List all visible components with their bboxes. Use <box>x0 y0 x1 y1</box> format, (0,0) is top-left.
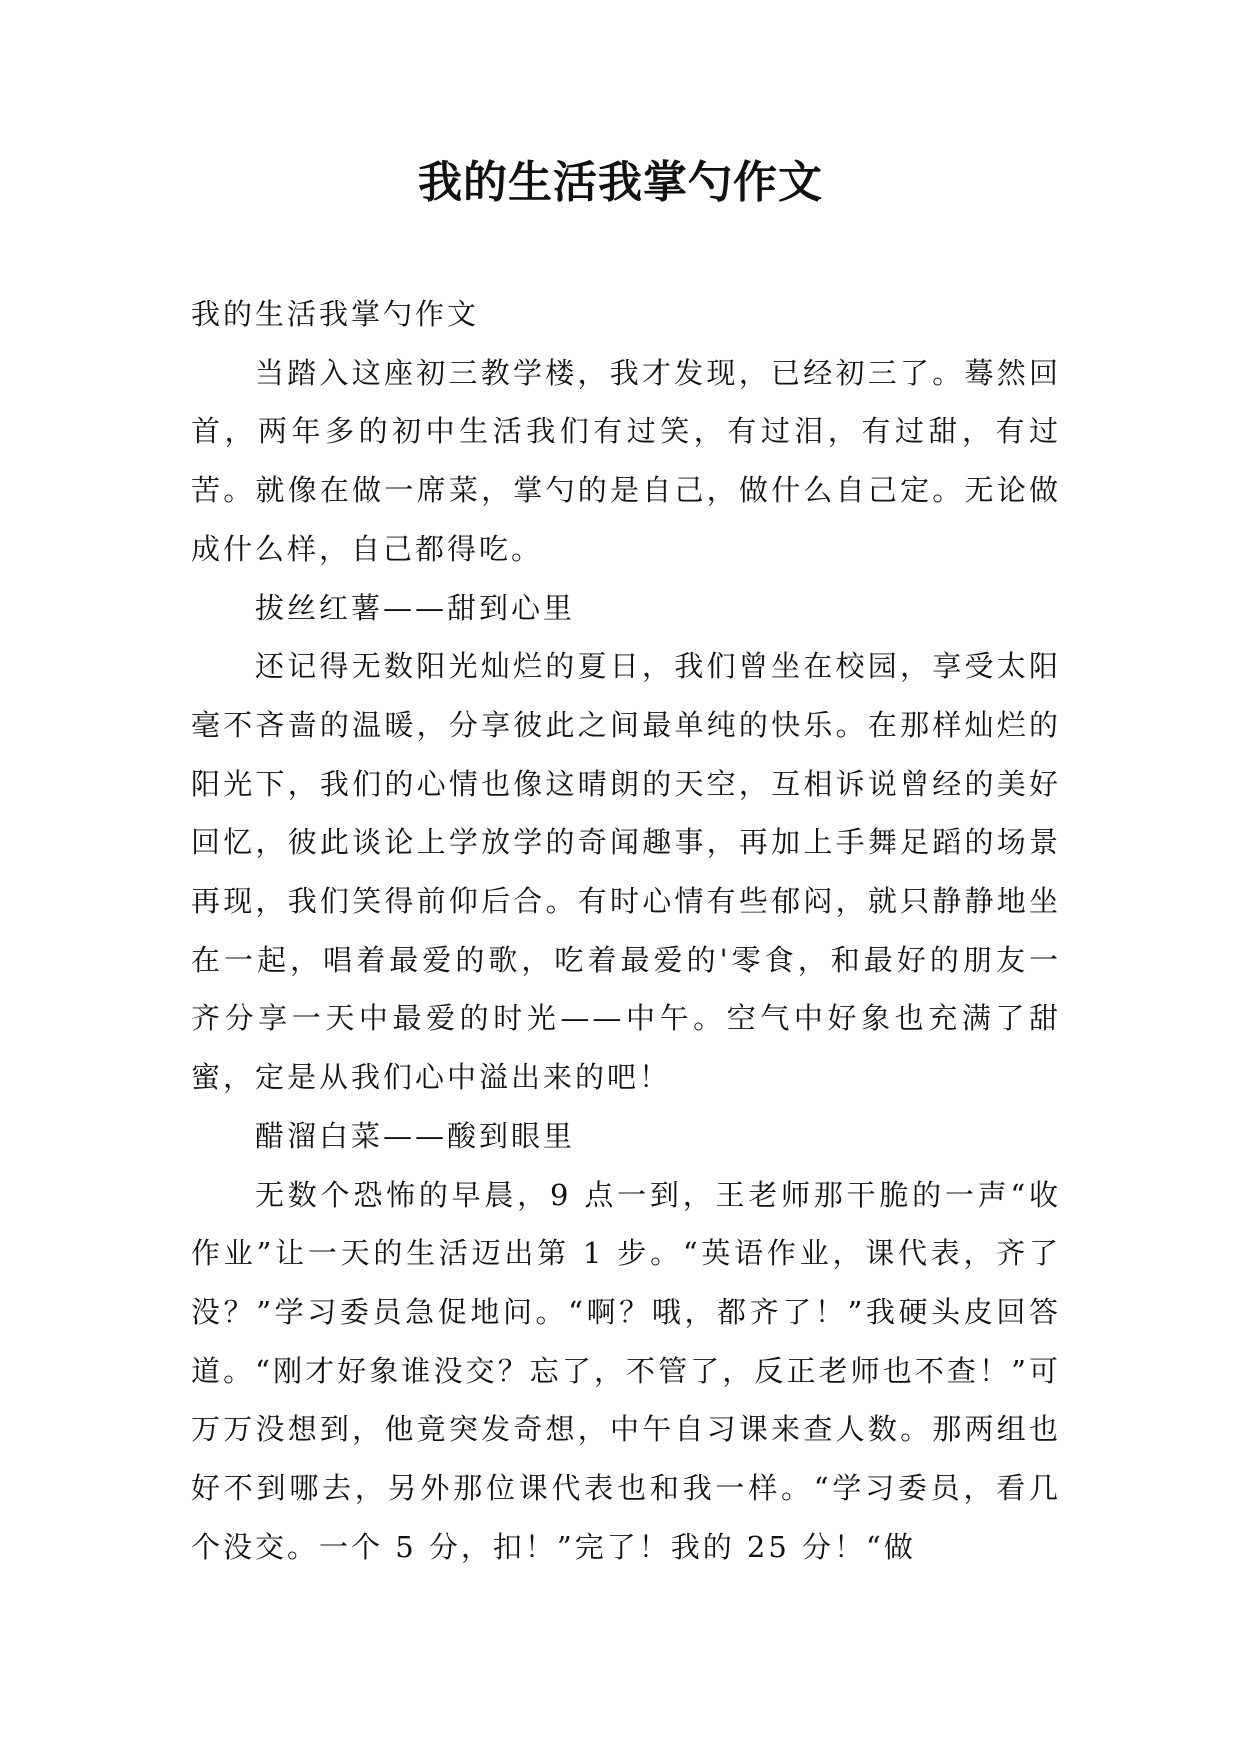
paragraph-sweet: 还记得无数阳光灿烂的夏日，我们曾坐在校园，享受太阳毫不吝啬的温暖，分享彼此之间最单纯的快乐。在那样灿烂的阳光下，我们的心情也像这晴朗的天空，互相诉说曾经的美好回忆，彼此谈论上学放学的奇闻趣事，再加上手舞足蹈的场景再现，我们笑得前仰后合。有时心情有些郁闷，就只静静地坐在一起，唱着最爱的歌，吃着最爱的'零食，和最好的朋友一齐分享一天中最爱的时光——中午。空气中好象也充满了甜蜜，定是从我们心中溢出来的吧！ <box>191 649 1061 1095</box>
paragraph-sour: 无数个恐怖的早晨，9 点一到，王老师那干脆的一声“收作业”让一天的生活迈出第 1 步。“英语作业，课代表，齐了没？”学习委员急促地问。“啊？哦，都齐了！”我硬头皮回答道。“刚才好象谁没交？忘了，不管了，反正老师也不查！”可万万没想到，他竟突发奇想，中午自习课来查人数。那两组也好不到哪去，另外那位课代表也和我一样。“学习委员，看几个没交。一个 5 分，扣！”完了！我的 25 分！“做 <box>191 1177 1061 1564</box>
section-heading-sweet: 拔丝红薯——甜到心里 <box>255 590 576 625</box>
document-subtitle: 我的生活我掌勺作文 <box>191 297 480 331</box>
paragraph-intro: 当踏入这座初三教学楼，我才发现，已经初三了。蓦然回首，两年多的初中生活我们有过笑，有过泪，有过甜，有过苦。就像在做一席菜，掌勺的是自己，做什么自己定。无论做成什么样，自己都得吃。 <box>191 355 1061 566</box>
document-body <box>191 285 1061 1576</box>
document-title: 我的生活我掌勺作文 <box>418 157 823 208</box>
section-heading-sour: 醋溜白菜——酸到眼里 <box>255 1118 576 1153</box>
